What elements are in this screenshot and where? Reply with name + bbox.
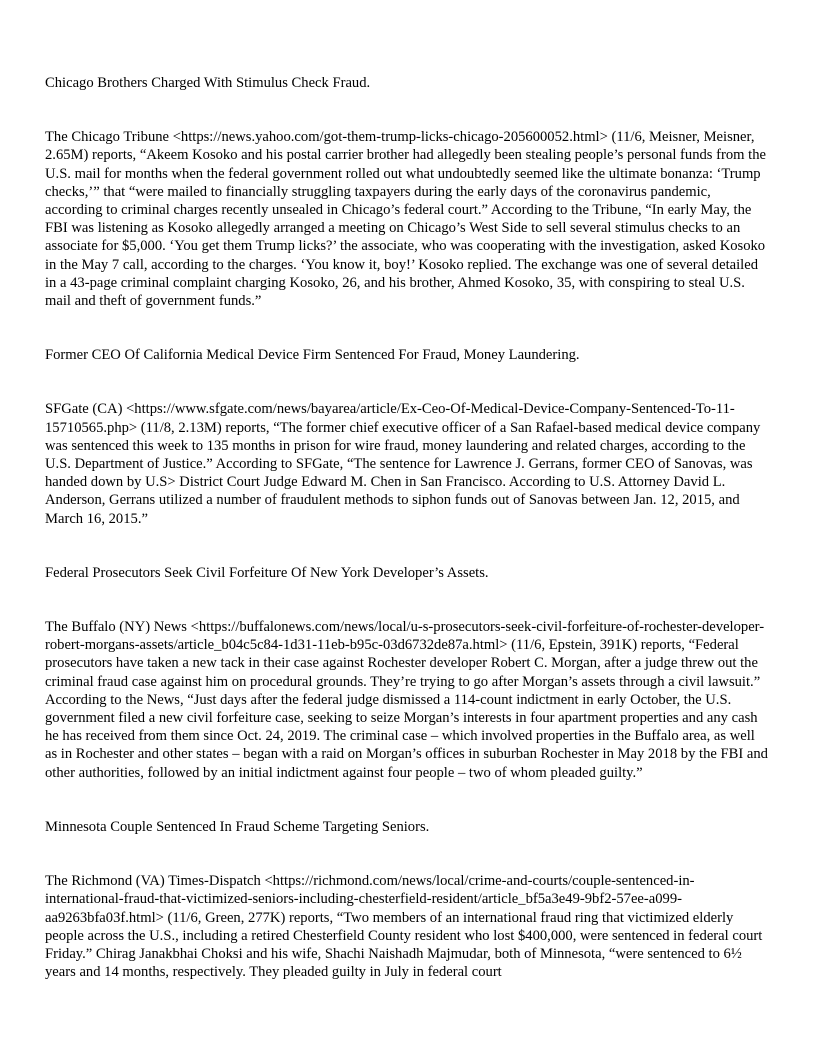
article-body: SFGate (CA) <https://www.sfgate.com/news/bayarea/article/Ex-Ceo-Of-Medical-Device-Company-Sentenced-To-11-15710565.php> (11/8, 2.13M) reports, “The former chief executive officer of a San Rafael-based medical device company was sentenced this week to 135 months in prison for wire fraud, money laundering and related charges, according to the U.S. Department of Justice.” According to SFGate, “The sentence for Lawrence J. Gerrans, former CEO of Sanovas, was handed down by U.S> District Court Judge Edward M. Chen in San Francisco. According to U.S. Attorney David L. Anderson, Gerrans utilized a number of fraudulent methods to siphon funds out of Sanovas between Jan. 12, 2015, and March 16, 2015.” bbox=[45, 401, 761, 527]
article-body: The Richmond (VA) Times-Dispatch <https://richmond.com/news/local/crime-and-courts/couple-sentenced-in-international-fraud-that-victimized-seniors-including-chesterfield-resident/article_bf5a3e49-9bf2-57ee-a099-aa9263bfa03f.html> (11/6, Green, 277K) reports, “Two members of an international fraud ring that victimized elderly people across the U.S., including a retired Chesterfield County resident who lost $400,000, were sentenced in federal court Friday.” Chirag Janakbhai Choksi and his wife, Shachi Naishadh Majmudar, both of Minnesota, “were sentenced to 6½ years and 14 months, respectively. They pleaded guilty in July in federal court bbox=[45, 873, 763, 981]
article-body: The Chicago Tribune <https://news.yahoo.com/got-them-trump-licks-chicago-205600052.html> (11/6, Meisner, Meisner, 2.65M) reports, “Akeem Kosoko and his postal carrier brother had allegedly been stealing people’s personal funds from the U.S. mail for months when the federal government rolled out what undoubtedly seemed like the ultimate bonanza: ‘Trump checks,’” that “were mailed to financially struggling taxpayers during the early days of the coronavirus pandemic, according to criminal charges recently unsealed in Chicago’s federal court.” According to the Tribune, “In early May, the FBI was listening as Kosoko allegedly arranged a meeting on Chicago’s West Side to sell several stimulus checks to an associate for $5,000. ‘You get them Trump licks?’ the associate, who was cooperating with the investigation, asked Kosoko in the May 7 call, according to the charges. ‘You know it, boy!’ Kosoko replied. The exchange was one of several detailed in a 43-page criminal complaint charging Kosoko, 26, and his brother, Ahmed Kosoko, 35, with conspiring to steal U.S. mail and theft of government funds.” bbox=[45, 129, 766, 310]
document-page bbox=[45, 74, 770, 981]
article-headline: Former CEO Of California Medical Device Firm Sentenced For Fraud, Money Laundering. bbox=[45, 347, 580, 364]
article-headline: Chicago Brothers Charged With Stimulus Check Fraud. bbox=[45, 75, 371, 91]
article-headline: Minnesota Couple Sentenced In Fraud Scheme Targeting Seniors. bbox=[45, 818, 430, 835]
article-headline: Federal Prosecutors Seek Civil Forfeiture Of New York Developer’s Assets. bbox=[45, 564, 489, 581]
article-body: The Buffalo (NY) News <https://buffalonews.com/news/local/u-s-prosecutors-seek-civil-forfeiture-of-rochester-developer-robert-morgans-assets/article_b04c5c84-1d31-11eb-b95c-03d6732de87a.html> (11/6, Epstein, 391K) reports, “Federal prosecutors have taken a new tack in their case against Rochester developer Robert C. Morgan, after a judge threw out the criminal fraud case against him on procedural grounds. They’re trying to go after Morgan’s assets through a civil lawsuit.” According to the News, “Just days after the federal judge dismissed a 114-count indictment in early October, the U.S. government filed a new civil forfeiture case, seeking to seize Morgan’s interests in four apartment properties and any cash he has received from them since Oct. 24, 2019. The criminal case – which involved properties in the Buffalo area, as well as in Rochester and other states – began with a raid on Morgan’s offices in suburban Rochester in May 2018 by the FBI and other authorities, followed by an initial indictment against four people – two of whom pleaded guilty.” bbox=[45, 619, 768, 781]
